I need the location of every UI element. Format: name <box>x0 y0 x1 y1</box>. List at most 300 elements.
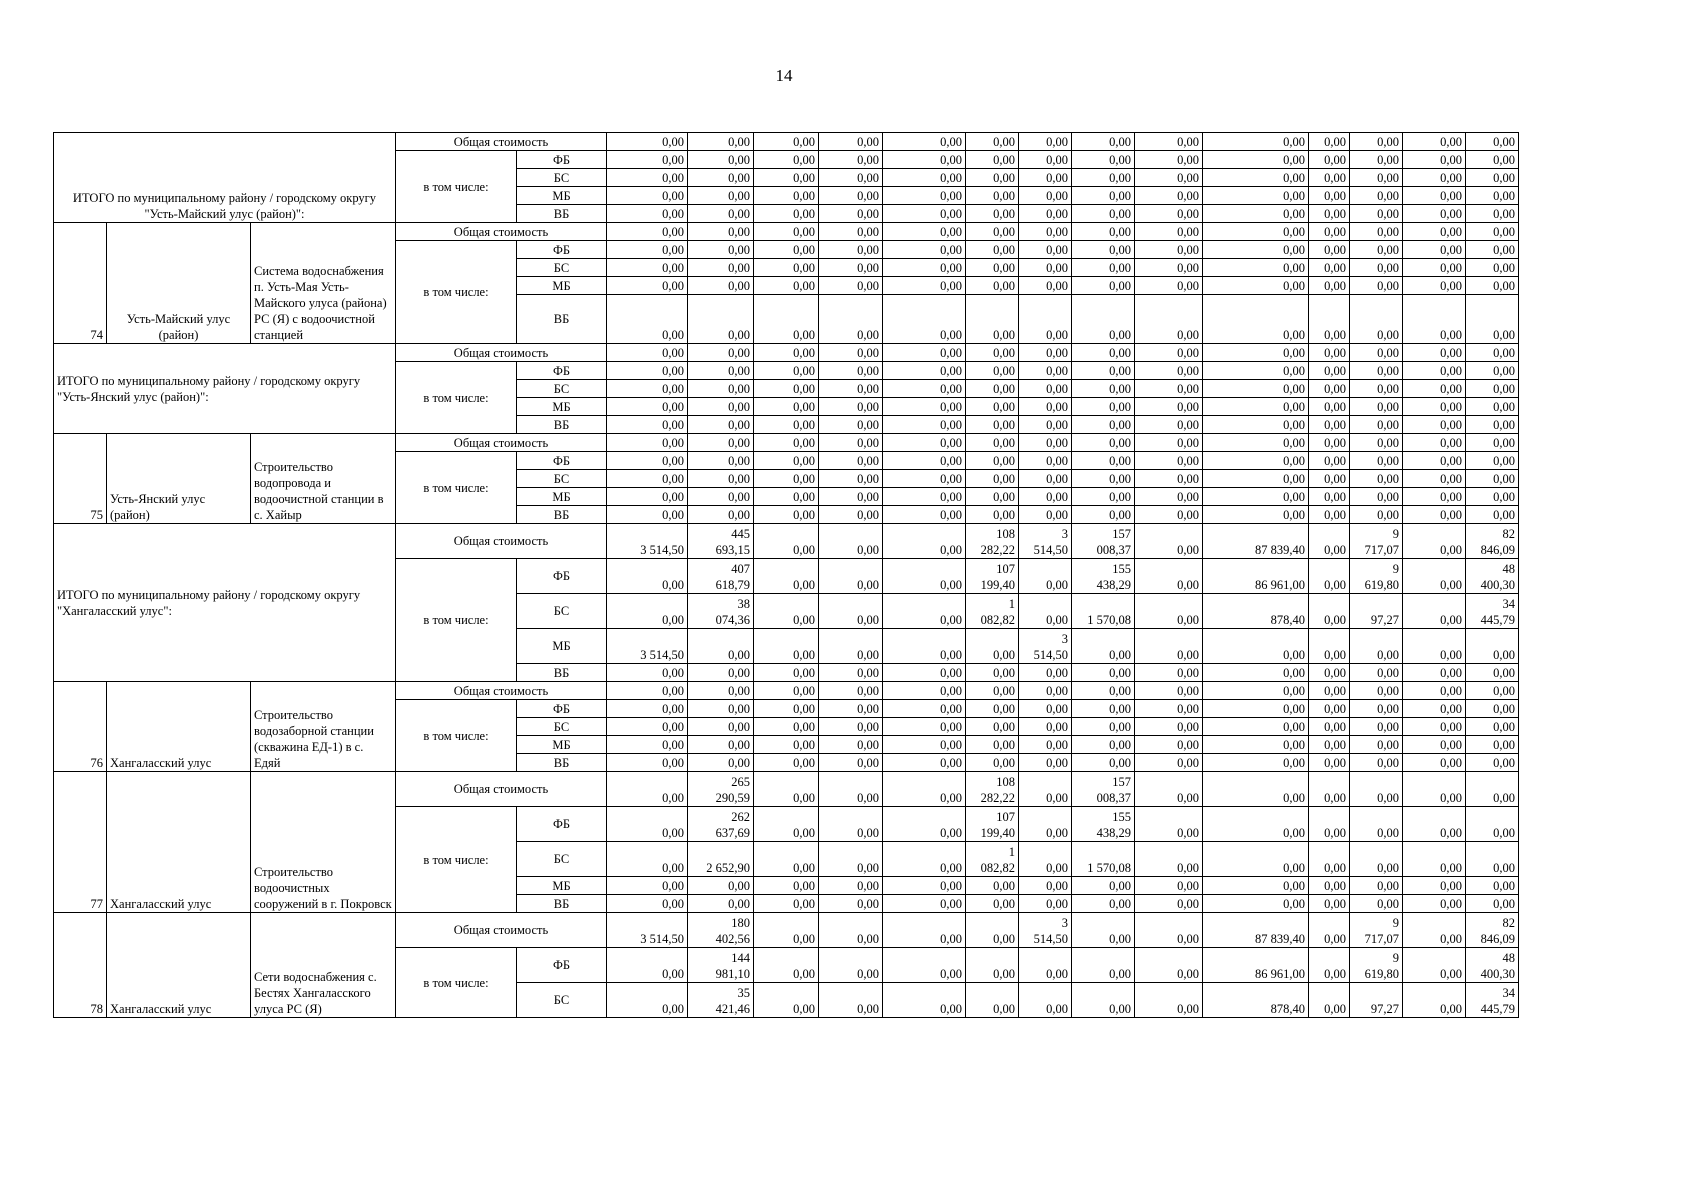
value-cell: 0,00 <box>607 842 688 877</box>
value-cell: 0,00 <box>1466 205 1519 223</box>
value-cell: 0,00 <box>1350 718 1403 736</box>
total-cost-label: Общая стоимость <box>396 772 607 807</box>
value-cell: 0,00 <box>688 895 754 913</box>
value-cell: 0,00 <box>754 241 819 259</box>
value-cell: 0,00 <box>819 948 883 983</box>
value-cell: 0,00 <box>688 434 754 452</box>
value-cell: 0,00 <box>1203 259 1309 277</box>
value-cell: 0,00 <box>607 205 688 223</box>
value-cell: 0,00 <box>688 259 754 277</box>
value-cell: 0,00 <box>1072 470 1135 488</box>
value-cell: 157 008,37 <box>1072 772 1135 807</box>
value-cell: 0,00 <box>1309 133 1350 151</box>
value-cell: 0,00 <box>1466 434 1519 452</box>
value-cell: 0,00 <box>1309 736 1350 754</box>
value-cell: 87 839,40 <box>1203 913 1309 948</box>
value-cell: 0,00 <box>819 398 883 416</box>
value-cell: 0,00 <box>1019 151 1072 169</box>
value-cell: 0,00 <box>1466 380 1519 398</box>
value-cell: 0,00 <box>1350 488 1403 506</box>
value-cell: 144 981,10 <box>688 948 754 983</box>
value-cell: 0,00 <box>1019 380 1072 398</box>
value-cell: 0,00 <box>754 807 819 842</box>
value-cell: 34 445,79 <box>1466 594 1519 629</box>
value-cell: 0,00 <box>1309 772 1350 807</box>
value-cell: 0,00 <box>1135 629 1203 664</box>
value-cell: 0,00 <box>1072 895 1135 913</box>
value-cell: 0,00 <box>1466 452 1519 470</box>
including-label: в том числе: <box>396 948 517 1018</box>
value-cell: 0,00 <box>1350 506 1403 524</box>
value-cell: 0,00 <box>607 559 688 594</box>
value-cell: 0,00 <box>1309 344 1350 362</box>
value-cell: 0,00 <box>1072 223 1135 241</box>
value-cell: 0,00 <box>883 295 966 344</box>
value-cell: 0,00 <box>1072 629 1135 664</box>
value-cell: 0,00 <box>607 380 688 398</box>
including-label: в том числе: <box>396 807 517 913</box>
source-label-vb: ВБ <box>517 895 607 913</box>
value-cell: 0,00 <box>1135 807 1203 842</box>
value-cell: 0,00 <box>1403 434 1466 452</box>
value-cell: 0,00 <box>1203 700 1309 718</box>
value-cell: 1 082,82 <box>966 842 1019 877</box>
value-cell: 97,27 <box>1350 983 1403 1018</box>
value-cell: 0,00 <box>1135 772 1203 807</box>
value-cell: 0,00 <box>1403 772 1466 807</box>
value-cell: 0,00 <box>1135 842 1203 877</box>
value-cell: 155 438,29 <box>1072 559 1135 594</box>
value-cell: 0,00 <box>688 362 754 380</box>
value-cell: 0,00 <box>966 205 1019 223</box>
value-cell: 0,00 <box>688 736 754 754</box>
value-cell: 0,00 <box>819 241 883 259</box>
value-cell: 0,00 <box>819 205 883 223</box>
table-row <box>54 524 1519 559</box>
value-cell: 0,00 <box>1309 842 1350 877</box>
value-cell: 0,00 <box>1019 277 1072 295</box>
value-cell: 0,00 <box>1203 807 1309 842</box>
value-cell: 0,00 <box>883 434 966 452</box>
value-cell: 407 618,79 <box>688 559 754 594</box>
value-cell: 0,00 <box>688 629 754 664</box>
value-cell: 0,00 <box>819 913 883 948</box>
value-cell: 0,00 <box>754 629 819 664</box>
value-cell: 0,00 <box>1203 736 1309 754</box>
district-name: Хангаласский улус <box>107 682 251 772</box>
value-cell: 0,00 <box>966 682 1019 700</box>
value-cell: 0,00 <box>1135 169 1203 187</box>
source-label-fb: ФБ <box>517 948 607 983</box>
value-cell: 0,00 <box>1466 754 1519 772</box>
value-cell: 0,00 <box>1135 187 1203 205</box>
value-cell: 0,00 <box>1135 524 1203 559</box>
value-cell: 87 839,40 <box>1203 524 1309 559</box>
value-cell: 0,00 <box>883 205 966 223</box>
value-cell: 0,00 <box>1019 718 1072 736</box>
value-cell: 0,00 <box>1203 362 1309 380</box>
value-cell: 0,00 <box>883 629 966 664</box>
value-cell: 0,00 <box>1350 223 1403 241</box>
value-cell: 0,00 <box>883 241 966 259</box>
value-cell: 0,00 <box>883 223 966 241</box>
value-cell: 0,00 <box>883 470 966 488</box>
value-cell: 0,00 <box>1019 807 1072 842</box>
value-cell: 0,00 <box>1072 380 1135 398</box>
funding-table <box>53 132 1519 1018</box>
value-cell: 0,00 <box>819 362 883 380</box>
value-cell: 0,00 <box>607 452 688 470</box>
table-row <box>54 434 1519 452</box>
value-cell: 0,00 <box>607 241 688 259</box>
value-cell: 0,00 <box>754 983 819 1018</box>
source-label-bs: БС <box>517 169 607 187</box>
value-cell: 0,00 <box>1072 664 1135 682</box>
value-cell: 0,00 <box>1466 895 1519 913</box>
value-cell: 0,00 <box>688 700 754 718</box>
value-cell: 0,00 <box>1403 398 1466 416</box>
value-cell: 0,00 <box>1135 700 1203 718</box>
value-cell: 0,00 <box>819 380 883 398</box>
value-cell: 0,00 <box>819 452 883 470</box>
value-cell: 0,00 <box>966 948 1019 983</box>
value-cell: 0,00 <box>883 772 966 807</box>
value-cell: 0,00 <box>1403 754 1466 772</box>
source-label-bs: БС <box>517 594 607 629</box>
value-cell: 0,00 <box>1203 718 1309 736</box>
value-cell: 0,00 <box>1135 664 1203 682</box>
value-cell: 0,00 <box>1019 452 1072 470</box>
value-cell: 0,00 <box>1309 277 1350 295</box>
value-cell: 0,00 <box>1072 913 1135 948</box>
value-cell: 0,00 <box>1203 772 1309 807</box>
value-cell: 0,00 <box>1403 295 1466 344</box>
value-cell: 9 619,80 <box>1350 948 1403 983</box>
value-cell: 0,00 <box>688 470 754 488</box>
value-cell: 0,00 <box>1403 344 1466 362</box>
value-cell: 0,00 <box>1350 416 1403 434</box>
value-cell: 0,00 <box>819 344 883 362</box>
value-cell: 0,00 <box>1135 434 1203 452</box>
value-cell: 0,00 <box>1072 295 1135 344</box>
value-cell: 0,00 <box>1350 187 1403 205</box>
total-cost-label: Общая стоимость <box>396 434 607 452</box>
value-cell: 0,00 <box>1135 277 1203 295</box>
value-cell: 0,00 <box>1072 133 1135 151</box>
value-cell: 0,00 <box>1350 295 1403 344</box>
value-cell: 0,00 <box>1072 488 1135 506</box>
value-cell: 0,00 <box>1309 948 1350 983</box>
value-cell: 0,00 <box>1309 205 1350 223</box>
value-cell: 0,00 <box>1203 895 1309 913</box>
source-label-vb: ВБ <box>517 754 607 772</box>
value-cell: 0,00 <box>1019 241 1072 259</box>
value-cell: 1 082,82 <box>966 594 1019 629</box>
value-cell: 0,00 <box>607 700 688 718</box>
value-cell: 0,00 <box>754 506 819 524</box>
value-cell: 0,00 <box>1019 344 1072 362</box>
value-cell: 0,00 <box>1403 223 1466 241</box>
value-cell: 0,00 <box>1403 913 1466 948</box>
source-label-mb: МБ <box>517 736 607 754</box>
value-cell: 0,00 <box>1135 380 1203 398</box>
value-cell: 38 074,36 <box>688 594 754 629</box>
value-cell: 0,00 <box>607 506 688 524</box>
value-cell: 0,00 <box>819 594 883 629</box>
value-cell: 0,00 <box>1403 380 1466 398</box>
value-cell: 82 846,09 <box>1466 913 1519 948</box>
value-cell: 0,00 <box>754 187 819 205</box>
value-cell: 0,00 <box>688 506 754 524</box>
value-cell: 0,00 <box>754 842 819 877</box>
value-cell: 0,00 <box>688 416 754 434</box>
row-number: 75 <box>54 434 107 524</box>
value-cell: 0,00 <box>1203 629 1309 664</box>
value-cell: 0,00 <box>1019 488 1072 506</box>
value-cell: 0,00 <box>607 277 688 295</box>
value-cell: 0,00 <box>883 700 966 718</box>
value-cell: 0,00 <box>1466 877 1519 895</box>
value-cell: 0,00 <box>607 664 688 682</box>
value-cell: 0,00 <box>966 913 1019 948</box>
source-label-fb: ФБ <box>517 151 607 169</box>
value-cell: 0,00 <box>1135 983 1203 1018</box>
value-cell: 0,00 <box>883 398 966 416</box>
value-cell: 0,00 <box>1019 205 1072 223</box>
including-label: в том числе: <box>396 241 517 344</box>
value-cell: 0,00 <box>1466 506 1519 524</box>
value-cell: 0,00 <box>754 913 819 948</box>
value-cell: 0,00 <box>754 133 819 151</box>
value-cell: 0,00 <box>1350 772 1403 807</box>
value-cell: 0,00 <box>883 842 966 877</box>
value-cell: 0,00 <box>688 151 754 169</box>
value-cell: 0,00 <box>754 948 819 983</box>
value-cell: 0,00 <box>1466 133 1519 151</box>
value-cell: 107 199,40 <box>966 807 1019 842</box>
value-cell: 0,00 <box>1072 362 1135 380</box>
group-total-title: ИТОГО по муниципальному району / городскому округу "Усть-Янский улус (район)": <box>54 344 396 434</box>
value-cell: 35 421,46 <box>688 983 754 1018</box>
value-cell: 0,00 <box>1072 187 1135 205</box>
value-cell: 0,00 <box>688 295 754 344</box>
value-cell: 0,00 <box>1072 948 1135 983</box>
value-cell: 0,00 <box>1019 736 1072 754</box>
value-cell: 0,00 <box>754 362 819 380</box>
value-cell: 0,00 <box>1135 133 1203 151</box>
value-cell: 0,00 <box>1403 362 1466 380</box>
value-cell: 0,00 <box>819 807 883 842</box>
value-cell: 0,00 <box>688 877 754 895</box>
value-cell: 0,00 <box>1019 594 1072 629</box>
value-cell: 0,00 <box>1350 807 1403 842</box>
value-cell: 0,00 <box>1350 452 1403 470</box>
value-cell: 3 514,50 <box>607 913 688 948</box>
value-cell: 0,00 <box>966 452 1019 470</box>
value-cell: 0,00 <box>1203 754 1309 772</box>
value-cell: 0,00 <box>1072 506 1135 524</box>
value-cell: 0,00 <box>1403 877 1466 895</box>
value-cell: 0,00 <box>607 807 688 842</box>
row-number: 76 <box>54 682 107 772</box>
value-cell: 0,00 <box>1203 434 1309 452</box>
source-label-vb: ВБ <box>517 295 607 344</box>
value-cell: 0,00 <box>883 452 966 470</box>
value-cell: 0,00 <box>1019 895 1072 913</box>
value-cell: 0,00 <box>1403 807 1466 842</box>
value-cell: 0,00 <box>1135 594 1203 629</box>
value-cell: 0,00 <box>966 169 1019 187</box>
total-cost-label: Общая стоимость <box>396 133 607 151</box>
total-cost-label: Общая стоимость <box>396 913 607 948</box>
value-cell: 0,00 <box>754 664 819 682</box>
value-cell: 0,00 <box>819 169 883 187</box>
table-row <box>54 913 1519 948</box>
value-cell: 0,00 <box>883 169 966 187</box>
value-cell: 0,00 <box>819 877 883 895</box>
value-cell: 0,00 <box>1350 895 1403 913</box>
value-cell: 0,00 <box>883 344 966 362</box>
value-cell: 0,00 <box>754 295 819 344</box>
value-cell: 0,00 <box>819 187 883 205</box>
value-cell: 0,00 <box>966 736 1019 754</box>
value-cell: 0,00 <box>1309 506 1350 524</box>
value-cell: 3 514,50 <box>1019 913 1072 948</box>
value-cell: 0,00 <box>819 895 883 913</box>
value-cell: 0,00 <box>688 205 754 223</box>
value-cell: 0,00 <box>966 398 1019 416</box>
value-cell: 48 400,30 <box>1466 948 1519 983</box>
value-cell: 0,00 <box>1309 241 1350 259</box>
value-cell: 0,00 <box>607 488 688 506</box>
value-cell: 0,00 <box>1466 295 1519 344</box>
including-label: в том числе: <box>396 559 517 682</box>
value-cell: 0,00 <box>1403 700 1466 718</box>
value-cell: 0,00 <box>883 187 966 205</box>
value-cell: 0,00 <box>1309 151 1350 169</box>
value-cell: 0,00 <box>1309 913 1350 948</box>
value-cell: 0,00 <box>1466 682 1519 700</box>
value-cell: 0,00 <box>688 241 754 259</box>
value-cell: 0,00 <box>1019 295 1072 344</box>
value-cell: 0,00 <box>1309 488 1350 506</box>
source-label-mb: МБ <box>517 277 607 295</box>
value-cell: 0,00 <box>1350 736 1403 754</box>
group-total-title: ИТОГО по муниципальному району / городскому округу "Хангаласский улус": <box>54 524 396 682</box>
value-cell: 0,00 <box>1135 362 1203 380</box>
value-cell: 0,00 <box>819 983 883 1018</box>
total-cost-label: Общая стоимость <box>396 223 607 241</box>
value-cell: 0,00 <box>819 506 883 524</box>
value-cell: 0,00 <box>1019 700 1072 718</box>
value-cell: 878,40 <box>1203 983 1309 1018</box>
value-cell: 0,00 <box>1135 736 1203 754</box>
source-label-fb: ФБ <box>517 700 607 718</box>
value-cell: 0,00 <box>1350 380 1403 398</box>
value-cell: 0,00 <box>1072 700 1135 718</box>
source-label-bs: БС <box>517 259 607 277</box>
value-cell: 0,00 <box>819 736 883 754</box>
value-cell: 0,00 <box>1203 380 1309 398</box>
value-cell: 0,00 <box>883 594 966 629</box>
value-cell: 0,00 <box>1309 169 1350 187</box>
value-cell: 0,00 <box>1466 362 1519 380</box>
value-cell: 0,00 <box>1403 277 1466 295</box>
value-cell: 0,00 <box>1203 842 1309 877</box>
value-cell: 0,00 <box>1309 877 1350 895</box>
value-cell: 0,00 <box>1403 452 1466 470</box>
value-cell: 0,00 <box>1403 187 1466 205</box>
value-cell: 0,00 <box>1309 470 1350 488</box>
value-cell: 0,00 <box>966 754 1019 772</box>
value-cell: 0,00 <box>1309 983 1350 1018</box>
value-cell: 0,00 <box>607 344 688 362</box>
value-cell: 0,00 <box>1466 664 1519 682</box>
value-cell: 0,00 <box>1072 169 1135 187</box>
value-cell: 0,00 <box>1135 718 1203 736</box>
value-cell: 0,00 <box>819 295 883 344</box>
value-cell: 0,00 <box>1466 736 1519 754</box>
value-cell: 0,00 <box>754 380 819 398</box>
value-cell: 0,00 <box>1019 842 1072 877</box>
table-row <box>54 682 1519 700</box>
value-cell: 0,00 <box>883 133 966 151</box>
value-cell: 0,00 <box>966 983 1019 1018</box>
source-label-bs: БС <box>517 470 607 488</box>
value-cell: 0,00 <box>966 151 1019 169</box>
value-cell: 0,00 <box>1466 344 1519 362</box>
value-cell: 0,00 <box>1019 506 1072 524</box>
value-cell: 0,00 <box>883 682 966 700</box>
value-cell: 0,00 <box>1403 718 1466 736</box>
value-cell: 0,00 <box>883 151 966 169</box>
value-cell: 0,00 <box>754 682 819 700</box>
value-cell: 0,00 <box>607 983 688 1018</box>
value-cell: 0,00 <box>1350 277 1403 295</box>
value-cell: 0,00 <box>688 380 754 398</box>
value-cell: 0,00 <box>819 277 883 295</box>
value-cell: 0,00 <box>1135 295 1203 344</box>
object-name: Сети водоснабжения с. Бестях Хангаласского улуса РС (Я) <box>251 913 396 1018</box>
value-cell: 0,00 <box>754 594 819 629</box>
value-cell: 107 199,40 <box>966 559 1019 594</box>
value-cell: 0,00 <box>883 807 966 842</box>
value-cell: 0,00 <box>1403 948 1466 983</box>
value-cell: 0,00 <box>883 754 966 772</box>
value-cell: 0,00 <box>1466 488 1519 506</box>
value-cell: 0,00 <box>607 151 688 169</box>
value-cell: 0,00 <box>966 362 1019 380</box>
value-cell: 0,00 <box>1403 488 1466 506</box>
value-cell: 0,00 <box>1403 524 1466 559</box>
object-name: Строительство водоочистных сооружений в г. Покровск <box>251 772 396 913</box>
value-cell: 0,00 <box>1019 772 1072 807</box>
value-cell: 0,00 <box>819 718 883 736</box>
value-cell: 0,00 <box>1403 842 1466 877</box>
value-cell: 0,00 <box>1135 205 1203 223</box>
value-cell: 0,00 <box>966 241 1019 259</box>
value-cell: 0,00 <box>754 470 819 488</box>
value-cell: 0,00 <box>1072 452 1135 470</box>
value-cell: 0,00 <box>966 259 1019 277</box>
value-cell: 0,00 <box>1309 559 1350 594</box>
value-cell: 0,00 <box>607 470 688 488</box>
source-label-vb: ВБ <box>517 205 607 223</box>
object-name: Система водоснабжения п. Усть-Мая Усть-Майского улуса (района) РС (Я) с водоочистной станцией <box>251 223 396 344</box>
value-cell: 180 402,56 <box>688 913 754 948</box>
value-cell: 0,00 <box>607 434 688 452</box>
value-cell: 0,00 <box>688 664 754 682</box>
